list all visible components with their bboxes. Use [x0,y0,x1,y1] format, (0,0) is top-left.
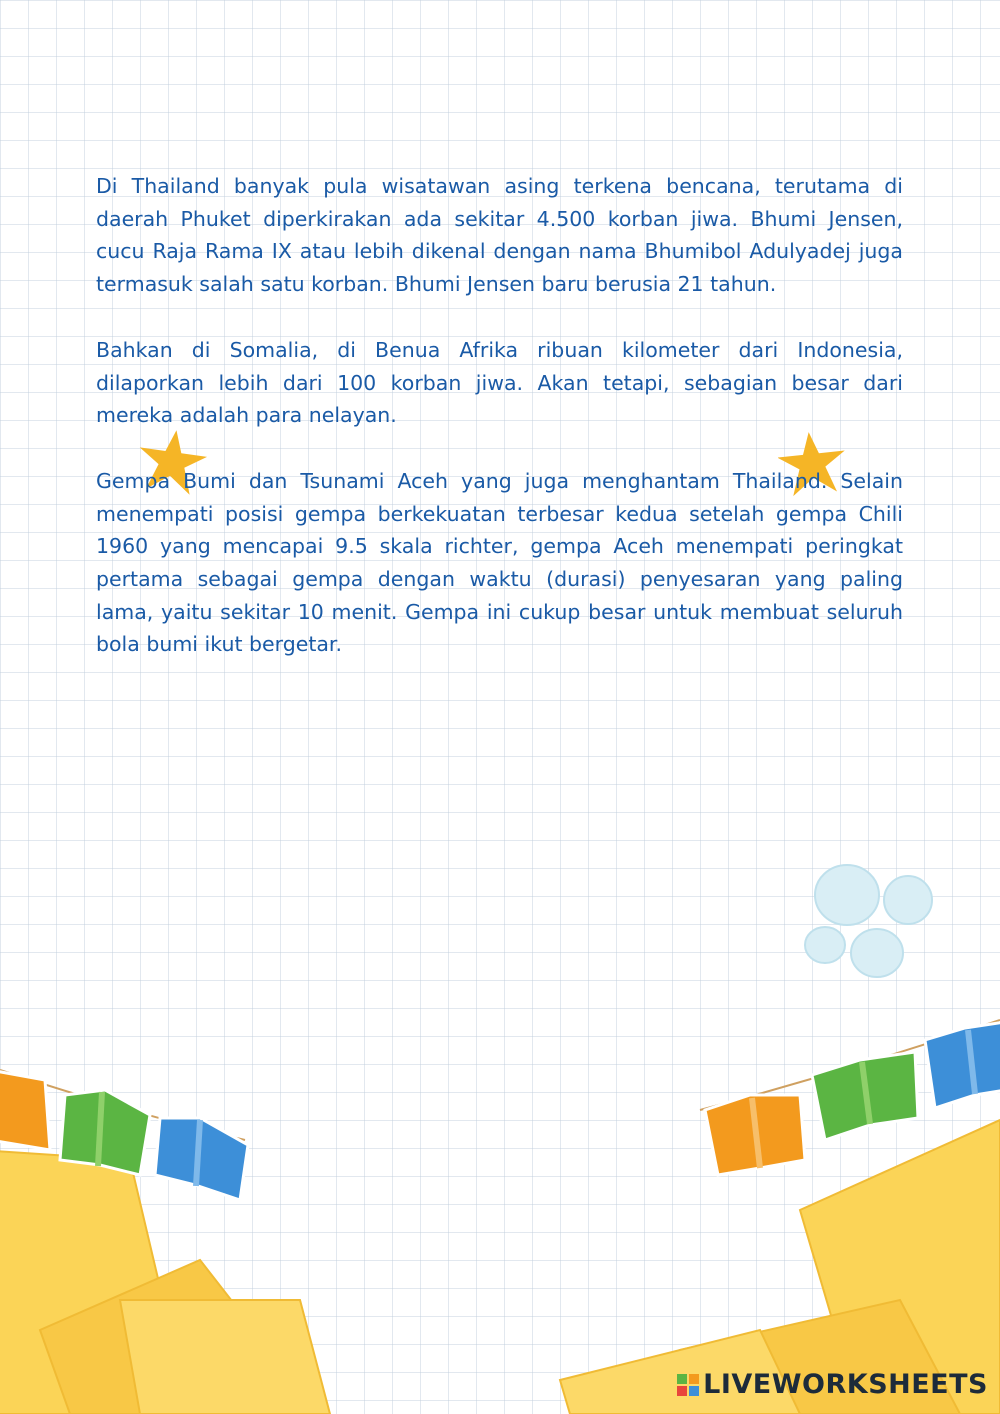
paragraph-thailand: Di Thailand banyak pula wisatawan asing terkena bencana, terutama di daerah Phuket diperkirakan ada sekitar 4.500 korban jiwa. Bhumi Jensen, cucu Raja Rama IX atau lebih dikenal dengan nama Bhumibol Adulyadej juga termasuk salah satu korban. Bhumi Jensen baru berusia 21 tahun. [96,174,903,297]
paragraph-aceh: Gempa Bumi dan Tsunami Aceh yang juga menghantam Thailand. Selain menempati posisi gempa berkekuatan terbesar kedua setelah gempa Chili 1960 yang mencapai 9.5 skala richter, gempa Aceh menempati peringkat pertama sebagai gempa dengan waktu (durasi) penyesaran yang paling lama, yaitu sekitar 10 menit. Gempa ini cukup besar untuk membuat seluruh bola bumi ikut bergetar. [96,468,903,657]
paragraph-somalia: Bahkan di Somalia, di Benua Afrika ribuan kilometer dari Indonesia, dilaporkan lebih dari 100 korban jiwa. Akan tetapi, sebagian besar dari mereka adalah para nelayan. [96,337,903,428]
logo-text: LIVEWORKSHEETS [703,1369,988,1400]
cloud-puffs-icon [795,855,940,985]
liveworksheets-logo-icon [677,1374,699,1396]
liveworksheets-logo[interactable] [677,1369,988,1400]
bottom-books-decoration [0,1000,1000,1414]
article-body [96,170,903,694]
